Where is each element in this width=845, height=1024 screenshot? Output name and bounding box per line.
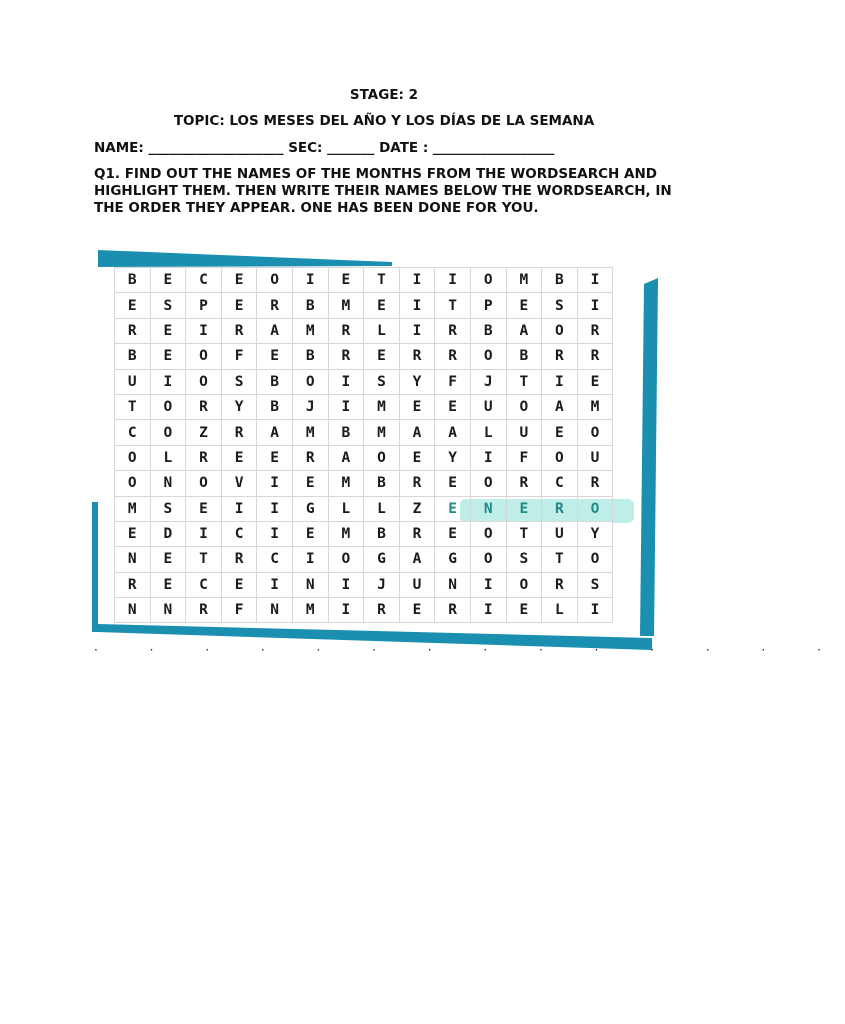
question-q1: Q1. FIND OUT THE NAMES OF THE MONTHS FROM THE WORDSEARCH AND HIGHLIGHT THEM. THEN WRITE THEIR NAMES BELOW THE WORDSEARCH, IN THE ORDER THEY APPEAR. ONE HAS BEEN DONE FOR YOU. — [94, 166, 672, 216]
grid-cell[interactable]: O — [542, 445, 578, 470]
grid-cell[interactable]: E — [150, 547, 186, 572]
grid-cell[interactable]: E — [399, 445, 435, 470]
grid-cell[interactable]: J — [292, 394, 328, 419]
grid-cell[interactable]: B — [257, 394, 293, 419]
grid-cell[interactable]: Y — [221, 394, 257, 419]
grid-row — [115, 572, 613, 597]
grid-cell[interactable]: U — [577, 445, 613, 470]
grid-cell[interactable]: U — [115, 369, 151, 394]
grid-cell[interactable]: A — [328, 445, 364, 470]
grid-cell[interactable]: I — [328, 572, 364, 597]
grid-cell[interactable]: T — [186, 547, 222, 572]
grid-cell[interactable]: I — [435, 268, 471, 293]
grid-cell[interactable]: E — [364, 293, 400, 318]
grid-row — [115, 496, 613, 521]
grid-row — [115, 445, 613, 470]
grid-cell[interactable]: R — [364, 598, 400, 623]
grid-cell[interactable]: O — [470, 521, 506, 546]
grid-cell[interactable]: R — [186, 394, 222, 419]
grid-cell[interactable]: Y — [577, 521, 613, 546]
grid-cell[interactable]: E — [292, 471, 328, 496]
grid-cell[interactable]: O — [577, 496, 613, 521]
grid-cell[interactable]: I — [399, 268, 435, 293]
grid-cell[interactable]: L — [364, 496, 400, 521]
grid-cell[interactable]: O — [186, 471, 222, 496]
grid-cell[interactable]: E — [115, 293, 151, 318]
grid-cell[interactable]: I — [470, 572, 506, 597]
grid-cell[interactable]: M — [364, 420, 400, 445]
grid-cell[interactable]: B — [542, 268, 578, 293]
grid-row — [115, 521, 613, 546]
grid-cell[interactable]: T — [115, 394, 151, 419]
grid-cell[interactable]: J — [470, 369, 506, 394]
grid-cell[interactable]: I — [292, 547, 328, 572]
grid-cell[interactable]: R — [577, 344, 613, 369]
grid-cell[interactable]: O — [150, 394, 186, 419]
grid-cell[interactable]: F — [435, 369, 471, 394]
grid-cell[interactable]: B — [115, 268, 151, 293]
grid-cell[interactable]: S — [542, 293, 578, 318]
grid-cell[interactable]: E — [364, 344, 400, 369]
grid-cell[interactable]: E — [221, 268, 257, 293]
grid-cell[interactable]: T — [364, 268, 400, 293]
wordsearch-image — [92, 240, 845, 657]
grid-cell[interactable]: E — [435, 394, 471, 419]
grid-cell[interactable]: B — [292, 344, 328, 369]
grid-cell[interactable]: E — [221, 572, 257, 597]
grid-cell[interactable]: G — [364, 547, 400, 572]
grid-cell[interactable]: R — [542, 572, 578, 597]
grid-cell[interactable]: O — [364, 445, 400, 470]
grid-cell[interactable]: I — [221, 496, 257, 521]
grid-cell[interactable]: P — [470, 293, 506, 318]
grid-cell[interactable]: O — [115, 445, 151, 470]
grid-cell[interactable]: E — [115, 521, 151, 546]
grid-cell[interactable]: O — [577, 547, 613, 572]
grid-cell[interactable]: N — [292, 572, 328, 597]
grid-cell[interactable]: O — [470, 471, 506, 496]
grid-cell[interactable]: R — [399, 471, 435, 496]
grid-cell[interactable]: T — [542, 547, 578, 572]
grid-cell[interactable]: O — [186, 369, 222, 394]
grid-cell[interactable]: R — [221, 318, 257, 343]
grid-cell[interactable]: I — [186, 318, 222, 343]
grid-cell[interactable]: I — [399, 293, 435, 318]
name-sec-date-line[interactable]: NAME: ____________________ SEC: _______ DATE : __________________ — [94, 140, 555, 156]
grid-cell[interactable]: T — [506, 369, 542, 394]
grid-cell[interactable]: M — [115, 496, 151, 521]
wordsearch-grid[interactable] — [114, 267, 613, 623]
grid-cell[interactable]: O — [186, 344, 222, 369]
grid-cell[interactable]: A — [435, 420, 471, 445]
grid-cell[interactable]: B — [470, 318, 506, 343]
grid-cell[interactable]: I — [257, 496, 293, 521]
grid-row — [115, 547, 613, 572]
grid-cell[interactable]: M — [292, 318, 328, 343]
grid-cell[interactable]: S — [506, 547, 542, 572]
grid-cell[interactable]: Z — [186, 420, 222, 445]
grid-cell[interactable]: C — [257, 547, 293, 572]
grid-cell[interactable]: I — [470, 445, 506, 470]
grid-cell[interactable]: R — [328, 318, 364, 343]
grid-cell[interactable]: U — [506, 420, 542, 445]
grid-cell[interactable]: R — [221, 547, 257, 572]
grid-cell[interactable]: E — [150, 344, 186, 369]
grid-cell[interactable]: G — [292, 496, 328, 521]
grid-cell[interactable]: R — [399, 521, 435, 546]
grid-cell[interactable]: Y — [435, 445, 471, 470]
grid-cell[interactable]: M — [328, 521, 364, 546]
grid-cell[interactable]: A — [399, 420, 435, 445]
grid-cell[interactable]: R — [115, 318, 151, 343]
grid-row — [115, 369, 613, 394]
grid-cell[interactable]: B — [364, 471, 400, 496]
grid-cell[interactable]: N — [257, 598, 293, 623]
grid-cell[interactable]: S — [150, 496, 186, 521]
grid-cell[interactable]: L — [150, 445, 186, 470]
grid-cell[interactable]: G — [435, 547, 471, 572]
grid-cell[interactable]: E — [435, 496, 471, 521]
grid-cell[interactable]: A — [257, 318, 293, 343]
grid-cell[interactable]: L — [328, 496, 364, 521]
grid-cell[interactable]: A — [506, 318, 542, 343]
grid-cell[interactable]: F — [221, 598, 257, 623]
grid-cell[interactable]: N — [115, 598, 151, 623]
grid-cell[interactable]: O — [470, 344, 506, 369]
grid-cell[interactable]: M — [328, 293, 364, 318]
grid-cell[interactable]: I — [542, 369, 578, 394]
grid-cell[interactable]: O — [328, 547, 364, 572]
grid-cell[interactable]: B — [292, 293, 328, 318]
cropped-text-below: · · · · · · · · · · · · · · — [94, 643, 845, 657]
grid-cell[interactable]: E — [292, 521, 328, 546]
grid-cell[interactable]: B — [328, 420, 364, 445]
grid-row — [115, 318, 613, 343]
grid-cell[interactable]: S — [221, 369, 257, 394]
grid-cell[interactable]: E — [257, 445, 293, 470]
grid-cell[interactable]: D — [150, 521, 186, 546]
grid-cell[interactable]: E — [150, 318, 186, 343]
grid-cell[interactable]: E — [506, 496, 542, 521]
grid-cell[interactable]: C — [186, 572, 222, 597]
grid-cell[interactable]: A — [542, 394, 578, 419]
grid-row — [115, 268, 613, 293]
grid-cell[interactable]: J — [364, 572, 400, 597]
grid-cell[interactable]: O — [470, 547, 506, 572]
grid-cell[interactable]: R — [221, 420, 257, 445]
grid-cell[interactable]: U — [399, 572, 435, 597]
grid-cell[interactable]: R — [542, 496, 578, 521]
grid-cell[interactable]: O — [150, 420, 186, 445]
grid-cell[interactable]: M — [328, 471, 364, 496]
grid-cell[interactable]: O — [292, 369, 328, 394]
grid-cell[interactable]: N — [435, 572, 471, 597]
grid-cell[interactable]: B — [115, 344, 151, 369]
grid-cell[interactable]: F — [221, 344, 257, 369]
grid-cell[interactable]: N — [150, 598, 186, 623]
grid-cell[interactable]: O — [257, 268, 293, 293]
grid-cell[interactable]: E — [221, 445, 257, 470]
grid-cell[interactable]: C — [221, 521, 257, 546]
grid-cell[interactable]: U — [542, 521, 578, 546]
grid-cell[interactable]: B — [364, 521, 400, 546]
grid-cell[interactable]: L — [470, 420, 506, 445]
grid-cell[interactable]: P — [186, 293, 222, 318]
grid-cell[interactable]: M — [364, 394, 400, 419]
grid-cell[interactable]: E — [506, 293, 542, 318]
grid-cell[interactable]: O — [577, 420, 613, 445]
grid-cell[interactable]: R — [186, 445, 222, 470]
grid-cell[interactable]: R — [577, 318, 613, 343]
grid-cell[interactable]: M — [577, 394, 613, 419]
grid-cell[interactable]: E — [542, 420, 578, 445]
grid-cell[interactable]: R — [577, 471, 613, 496]
grid-cell[interactable]: V — [221, 471, 257, 496]
grid-cell[interactable]: R — [542, 344, 578, 369]
grid-cell[interactable]: B — [257, 369, 293, 394]
grid-row — [115, 471, 613, 496]
grid-row — [115, 598, 613, 623]
grid-cell[interactable]: I — [257, 572, 293, 597]
grid-cell[interactable]: E — [435, 471, 471, 496]
grid-cell[interactable]: M — [292, 420, 328, 445]
grid-cell[interactable]: I — [577, 268, 613, 293]
grid-cell[interactable]: T — [506, 521, 542, 546]
grid-cell[interactable]: U — [470, 394, 506, 419]
grid-cell[interactable]: R — [115, 572, 151, 597]
grid-cell[interactable]: F — [506, 445, 542, 470]
grid-cell[interactable]: E — [328, 268, 364, 293]
grid-row — [115, 420, 613, 445]
grid-cell[interactable]: I — [150, 369, 186, 394]
grid-cell[interactable]: O — [506, 394, 542, 419]
grid-cell[interactable]: E — [221, 293, 257, 318]
grid-cell[interactable]: N — [150, 471, 186, 496]
grid-cell[interactable]: A — [399, 547, 435, 572]
grid-cell[interactable]: S — [364, 369, 400, 394]
grid-cell[interactable]: R — [399, 344, 435, 369]
grid-cell[interactable]: E — [150, 572, 186, 597]
grid-cell[interactable]: I — [577, 293, 613, 318]
grid-cell[interactable]: I — [470, 598, 506, 623]
grid-row — [115, 344, 613, 369]
grid-cell[interactable]: R — [328, 344, 364, 369]
grid-cell[interactable]: M — [506, 268, 542, 293]
grid-cell[interactable]: R — [292, 445, 328, 470]
grid-cell[interactable]: E — [150, 268, 186, 293]
grid-row — [115, 394, 613, 419]
grid-cell[interactable]: T — [435, 293, 471, 318]
grid-cell[interactable]: L — [542, 598, 578, 623]
grid-cell[interactable]: Y — [399, 369, 435, 394]
grid-cell[interactable]: A — [257, 420, 293, 445]
grid-cell[interactable]: E — [577, 369, 613, 394]
grid-cell[interactable]: O — [506, 572, 542, 597]
grid-cell[interactable]: N — [470, 496, 506, 521]
grid-cell[interactable]: E — [399, 394, 435, 419]
grid-cell[interactable]: B — [506, 344, 542, 369]
stage-label: STAGE: 2 — [349, 87, 419, 103]
grid-cell[interactable]: E — [435, 521, 471, 546]
topic-title: TOPIC: LOS MESES DEL AÑO Y LOS DÍAS DE LA SEMANA — [173, 113, 595, 129]
grid-cell[interactable]: E — [186, 496, 222, 521]
grid-cell[interactable]: N — [115, 547, 151, 572]
grid-cell[interactable]: R — [435, 318, 471, 343]
grid-cell[interactable]: I — [577, 598, 613, 623]
grid-cell[interactable]: O — [470, 268, 506, 293]
grid-cell[interactable]: I — [257, 521, 293, 546]
grid-cell[interactable]: O — [542, 318, 578, 343]
grid-cell[interactable]: S — [150, 293, 186, 318]
grid-cell[interactable]: I — [257, 471, 293, 496]
grid-cell[interactable]: R — [186, 598, 222, 623]
grid-cell[interactable]: I — [328, 394, 364, 419]
grid-cell[interactable]: L — [364, 318, 400, 343]
grid-cell[interactable]: E — [399, 598, 435, 623]
grid-cell[interactable]: C — [115, 420, 151, 445]
grid-cell[interactable]: R — [435, 598, 471, 623]
grid-cell[interactable]: R — [435, 344, 471, 369]
grid-row — [115, 293, 613, 318]
grid-cell[interactable]: O — [115, 471, 151, 496]
grid-cell[interactable]: E — [506, 598, 542, 623]
grid-cell[interactable]: C — [186, 268, 222, 293]
grid-cell[interactable]: I — [328, 598, 364, 623]
grid-cell[interactable]: M — [292, 598, 328, 623]
grid-cell[interactable]: I — [292, 268, 328, 293]
grid-cell[interactable]: I — [399, 318, 435, 343]
grid-cell[interactable]: C — [542, 471, 578, 496]
grid-cell[interactable]: E — [257, 344, 293, 369]
grid-cell[interactable]: I — [328, 369, 364, 394]
grid-cell[interactable]: R — [257, 293, 293, 318]
grid-cell[interactable]: R — [506, 471, 542, 496]
grid-cell[interactable]: Z — [399, 496, 435, 521]
grid-cell[interactable]: S — [577, 572, 613, 597]
grid-cell[interactable]: I — [186, 521, 222, 546]
